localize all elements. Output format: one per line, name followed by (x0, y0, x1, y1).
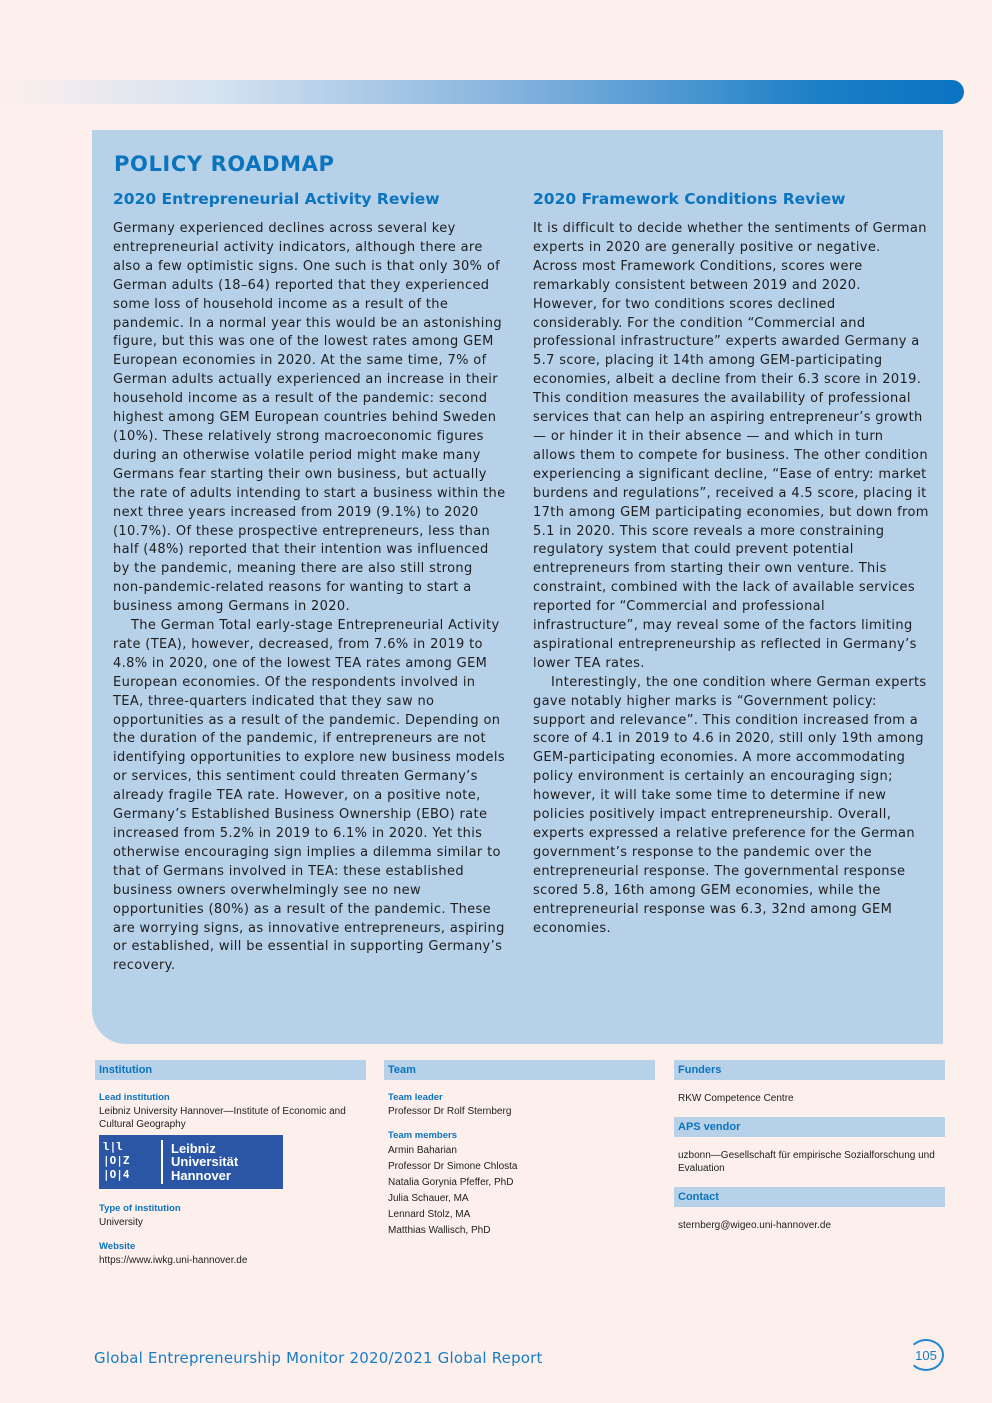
policy-roadmap-panel (92, 130, 943, 1044)
contact-email-link[interactable]: sternberg@wigeo.uni-hannover.de (678, 1220, 832, 1231)
institution-type-label: Type of institution (99, 1203, 181, 1214)
framework-review-heading: 2020 Framework Conditions Review (533, 190, 846, 208)
activity-review-column (113, 190, 506, 976)
list-item: Armin Baharian (388, 1145, 457, 1156)
team-members-list (388, 1143, 651, 1239)
university-logo (99, 1135, 283, 1189)
institution-type-value: University (99, 1217, 143, 1228)
logo-text-line-3: Hannover (171, 1167, 231, 1183)
lead-institution-label: Lead institution (99, 1092, 170, 1103)
logo-text-line-2: Universität (171, 1154, 239, 1170)
logo-text-line-1: Leibniz (171, 1140, 216, 1156)
website-link[interactable]: https://www.iwkg.uni-hannover.de (99, 1255, 248, 1266)
funders-value: RKW Competence Centre (678, 1093, 794, 1104)
aps-vendor-value: uzbonn—Gesellschaft für empirische Sozialforschung und Evaluation (678, 1150, 935, 1174)
team-leader-label: Team leader (388, 1092, 443, 1103)
team-members-label: Team members (388, 1130, 457, 1141)
framework-review-column (533, 190, 929, 938)
footer-report-title: Global Entrepreneurship Monitor 2020/2021 Global Report (94, 1349, 543, 1367)
logo-text (171, 1142, 238, 1183)
funders-header: Funders (674, 1060, 945, 1080)
team-leader-value: Professor Dr Rolf Sternberg (388, 1106, 512, 1117)
lead-institution-value: Leibniz University Hannover—Institute of Economic and Cultural Geography (99, 1106, 346, 1130)
page-title: POLICY ROADMAP (114, 152, 335, 176)
activity-review-paragraph-2: The German Total early-stage Entrepreneurial Activity rate (TEA), however, decreased, from 7.6% in 2019 to 4.8% in 2020, one of the lowest TEA rates among GEM European economies. Of the respondents involved in TEA, three-quarters indicated that they saw no opportunities as a result of the pandemic. Depending on the duration of the pandemic, if entrepreneurs are not identifying opportunities to explore new business models or services, this sentiment could threaten Germany’s already fragile TEA rate. However, on a positive note, Germany’s Established Business Ownership (EBO) rate increased from 5.2% in 2019 to 6.1% in 2020. Yet this otherwise encouraging sign implies a dilemma similar to that of Germans involved in TEA: these established business owners overwhelmingly see no new opportunities (80%) as a result of the pandemic. These are worrying signs, as innovative entrepreneurs, aspiring or established, will be essential in supporting Germany’s recovery. (113, 618, 505, 974)
team-header: Team (384, 1060, 655, 1080)
contact-header: Contact (674, 1187, 945, 1207)
list-item: Lennard Stolz, MA (388, 1209, 471, 1220)
header-gradient-bar (0, 80, 964, 104)
logo-mark-icon: l|l |O|Z |O|4 (103, 1140, 130, 1181)
list-item: Professor Dr Simone Chlosta (388, 1161, 518, 1172)
institution-header: Institution (95, 1060, 366, 1080)
activity-review-heading: 2020 Entrepreneurial Activity Review (113, 190, 440, 208)
team-box (384, 1060, 655, 1239)
framework-review-paragraph-1: It is difficult to decide whether the sentiments of German experts in 2020 are generally positive or negative. Across most Framework Conditions, scores were remarkably consistent between 2019 and 2020. However, for two conditions scores declined considerably. For the condition “Commercial and professional infrastructure” experts awarded Germany a 5.7 score, placing it 14th among GEM-participating economies, albeit a decline from their 6.3 score in 2019. This condition measures the availability of professional services that can help an aspiring entrepreneur’s growth — or hinder it in their absence — and which in turn allows them to compete for business. The other condition experiencing a significant decline, “Ease of entry: market burdens and regulations”, received a 4.5 score, placing it 17th among GEM participating economies, but down from 5.1 in 2020. This score reveals a more constraining regulatory system that could prevent potential entrepreneurs from starting their own venture. This constraint, combined with the lack of available services reported for “Commercial and professional infrastructure”, may reveal some of the factors limiting aspirational entrepreneurship as reflected in Germany’s lower TEA rates. (533, 221, 929, 671)
framework-review-paragraph-2: Interestingly, the one condition where German experts gave notably higher marks is “Government policy: support and relevance”. This condition increased from a score of 4.1 in 2019 to 4.6 in 2020, still only 19th among GEM-participating economies. A more accommodating policy environment is certainly an encouraging sign; however, it will take some time to determine if new policies positively impact entrepreneurship. Overall, experts expressed a relative preference for the German government’s response to the pandemic over the entrepreneurial response. The governmental response scored 5.8, 16th among GEM economies, while the entrepreneurial response was 6.3, 32nd among GEM economies. (533, 674, 927, 936)
activity-review-paragraph-1: Germany experienced declines across several key entrepreneurial activity indicators, although there are also a few optimistic signs. One such is that only 30% of German adults (18–64) reported that they experienced some loss of household income as a result of the pandemic. In a normal year this would be an astonishing figure, but this was one of the lowest rates among GEM European economies in 2020. At the same time, 7% of German adults actually experienced an increase in their household income as a result of the pandemic: second highest among GEM European countries behind Sweden (10%). These relatively strong macroeconomic figures during an otherwise volatile period might make many Germans fear starting their own business, but actually the rate of adults intending to start a business within the next three years increased from 2019 (9.1%) to 2020 (10.7%). Of these prospective entrepreneurs, less than half (48%) reported that their intention was influenced by the pandemic, meaning there are also still strong non-pandemic-related reasons for wanting to start a business among Germans in 2020. (113, 221, 506, 615)
list-item: Natalia Gorynia Pfeffer, PhD (388, 1177, 514, 1188)
list-item: Matthias Wallisch, PhD (388, 1225, 491, 1236)
website-label: Website (99, 1241, 136, 1252)
list-item: Julia Schauer, MA (388, 1193, 469, 1204)
aps-vendor-header: APS vendor (674, 1117, 945, 1137)
institution-box (95, 1060, 366, 1279)
logo-divider (161, 1140, 163, 1184)
funders-box (674, 1060, 945, 1244)
page-number: 105 (908, 1339, 944, 1371)
